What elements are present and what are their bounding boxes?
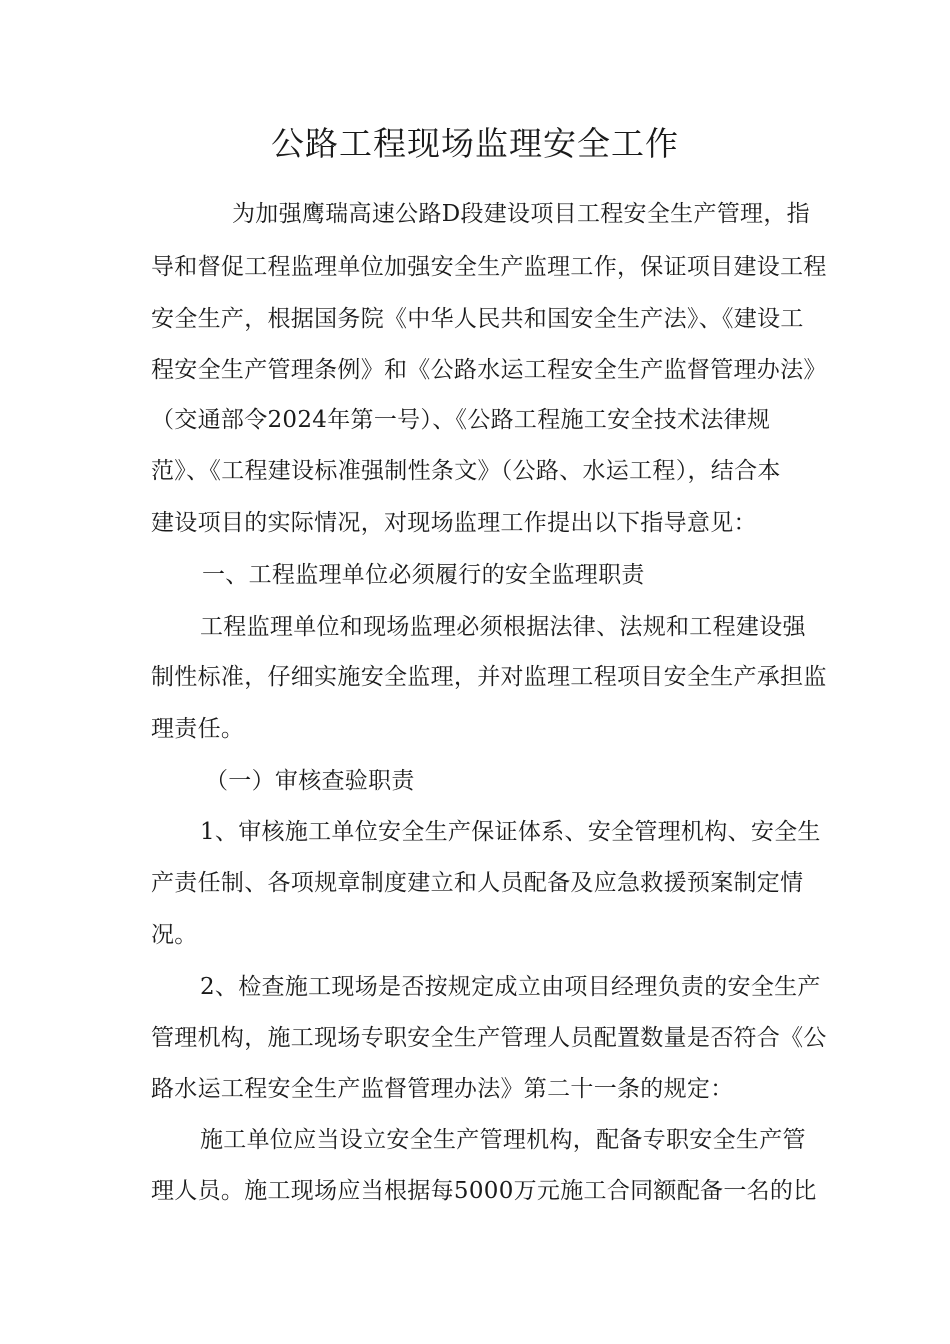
- paragraph-line: 2、检查施工现场是否按规定成立由项目经理负责的安全生产: [200, 974, 821, 1000]
- paragraph-line: 况。: [151, 922, 198, 948]
- paragraph-line: 理责任。: [151, 716, 245, 742]
- paragraph-line: 范》、《工程建设标准强制性条文》（公路、水运工程），结合本: [151, 458, 781, 484]
- paragraph-line: 导和督促工程监理单位加强安全生产监理工作，保证项目建设工程: [151, 254, 827, 280]
- paragraph-line: 路水运工程安全生产监督管理办法》第二十一条的规定：: [151, 1076, 734, 1102]
- paragraph-line: 工程监理单位和现场监理必须根据法律、法规和工程建设强: [200, 614, 806, 640]
- paragraph-line: 为加强鹰瑞高速公路D段建设项目工程安全生产管理，指: [232, 201, 810, 227]
- paragraph-line: 程安全生产管理条例》和《公路水运工程安全生产监督管理办法》: [151, 357, 827, 383]
- paragraph-line: （交通部令2024年第一号）、《公路工程施工安全技术法律规: [151, 407, 771, 433]
- paragraph-line: 理人员。施工现场应当根据每5000万元施工合同额配备一名的比: [151, 1178, 817, 1204]
- paragraph-line: 管理机构，施工现场专职安全生产管理人员配置数量是否符合《公: [151, 1025, 827, 1051]
- paragraph-line: 制性标准，仔细实施安全监理，并对监理工程项目安全生产承担监: [151, 664, 827, 690]
- paragraph-line: 建设项目的实际情况，对现场监理工作提出以下指导意见：: [151, 510, 757, 536]
- paragraph-line: 施工单位应当设立安全生产管理机构，配备专职安全生产管: [200, 1127, 806, 1153]
- section-heading: 一、工程监理单位必须履行的安全监理职责: [202, 562, 645, 588]
- document-title: 公路工程现场监理安全工作: [271, 124, 679, 163]
- paragraph-line: 产责任制、各项规章制度建立和人员配备及应急救援预案制定情: [151, 870, 804, 896]
- paragraph-line: 安全生产，根据国务院《中华人民共和国安全生产法》、《建设工: [151, 306, 804, 332]
- paragraph-line: 1、审核施工单位安全生产保证体系、安全管理机构、安全生: [200, 819, 821, 845]
- subsection-heading: （一）审核查验职责: [205, 768, 415, 794]
